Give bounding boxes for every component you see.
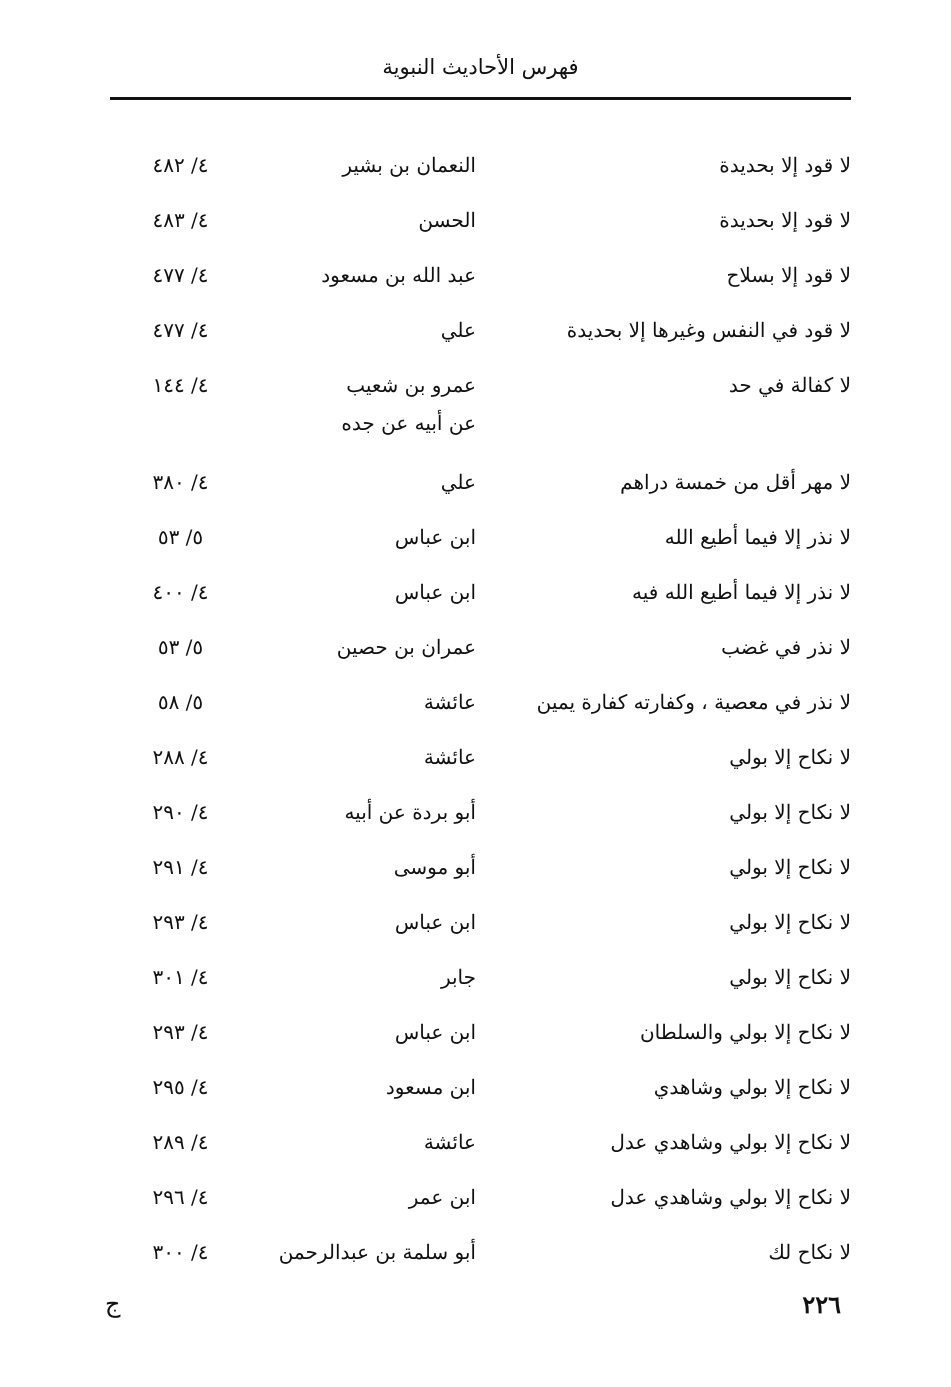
- narrator: أبو بردة عن أبيه: [344, 800, 476, 824]
- narrator: علي: [440, 318, 476, 342]
- narrator: عبد الله بن مسعود: [321, 263, 476, 287]
- narrator: ابن عباس: [394, 910, 476, 934]
- table-row: [110, 1117, 851, 1172]
- page-number: ٢٢٦: [802, 1290, 841, 1319]
- volume-page-reference: ٤/ ٣٠٠: [152, 1240, 209, 1264]
- table-row: [110, 1062, 851, 1117]
- hadith-index-table: [110, 140, 851, 1282]
- narrator-continuation: عن أبيه عن جده: [341, 411, 476, 435]
- volume-page-reference: ٤/ ٣٠١: [152, 965, 209, 989]
- narrator: ابن عباس: [394, 1020, 476, 1044]
- hadith-text: لا نكاح إلا بولي: [729, 855, 851, 879]
- volume-page-reference: ٤/ ٢٩٥: [152, 1075, 209, 1099]
- hadith-text: لا نكاح إلا بولي وشاهدي: [653, 1075, 851, 1099]
- hadith-text: لا قود إلا بحديدة: [719, 153, 851, 177]
- volume-page-reference: ٤/ ٤٧٧: [152, 263, 209, 287]
- hadith-text: لا نكاح إلا بولي: [729, 800, 851, 824]
- hadith-text: لا نذر إلا فيما أطيع الله: [664, 525, 851, 549]
- hadith-text: لا نكاح إلا بولي: [729, 965, 851, 989]
- table-row: [110, 842, 851, 897]
- narrator: عائشة: [423, 745, 476, 769]
- narrator: عائشة: [423, 690, 476, 714]
- hadith-text: لا نذر في غضب: [721, 635, 851, 659]
- narrator: عائشة: [423, 1130, 476, 1154]
- header-rule: [110, 97, 851, 100]
- narrator: أبو سلمة بن عبدالرحمن: [278, 1240, 476, 1264]
- volume-page-reference: ٤/ ٢٩٣: [152, 910, 209, 934]
- narrator: علي: [440, 470, 476, 494]
- table-row: [110, 360, 851, 457]
- table-row: [110, 897, 851, 952]
- volume-page-reference: ٤/ ٣٨٠: [152, 470, 209, 494]
- volume-page-reference: ٥/ ٥٣: [157, 635, 204, 659]
- hadith-text: لا نكاح لك: [768, 1240, 851, 1264]
- volume-page-reference: ٤/ ٢٩٠: [152, 800, 209, 824]
- hadith-text: لا نكاح إلا بولي وشاهدي عدل: [610, 1185, 851, 1209]
- hadith-text: لا كفالة في حد: [728, 373, 851, 397]
- hadith-text: لا نكاح إلا بولي والسلطان: [639, 1020, 851, 1044]
- volume-page-reference: ٤/ ٢٩٦: [152, 1185, 209, 1209]
- narrator: النعمان بن بشير: [342, 153, 476, 177]
- volume-page-reference: ٤/ ٤٨٢: [152, 153, 209, 177]
- hadith-text: لا نكاح إلا بولي وشاهدي عدل: [610, 1130, 851, 1154]
- hadith-text: لا قود في النفس وغيرها إلا بحديدة: [566, 318, 851, 342]
- table-row: [110, 305, 851, 360]
- volume-page-reference: ٤/ ٤٨٣: [152, 208, 209, 232]
- table-row: [110, 952, 851, 1007]
- hadith-text: لا قود إلا بحديدة: [719, 208, 851, 232]
- table-row: [110, 1172, 851, 1227]
- narrator: أبو موسى: [393, 855, 476, 879]
- volume-page-reference: ٤/ ٢٩٣: [152, 1020, 209, 1044]
- table-row: [110, 457, 851, 512]
- narrator: عمران بن حصين: [336, 635, 476, 659]
- page-header: فهرس الأحاديث النبوية: [382, 55, 579, 79]
- narrator: الحسن: [418, 208, 476, 232]
- table-row: [110, 195, 851, 250]
- narrator: ابن عباس: [394, 525, 476, 549]
- hadith-text: لا مهر أقل من خمسة دراهم: [620, 470, 851, 494]
- narrator: ابن عمر: [408, 1185, 476, 1209]
- hadith-text: لا نذر في معصية ، وكفارته كفارة يمين: [536, 690, 851, 714]
- volume-page-reference: ٤/ ٢٨٩: [152, 1130, 209, 1154]
- hadith-text: لا نكاح إلا بولي: [729, 745, 851, 769]
- hadith-text: لا قود إلا بسلاح: [726, 263, 851, 287]
- narrator: عمرو بن شعيب: [346, 373, 476, 397]
- table-row: [110, 732, 851, 787]
- volume-page-reference: ٤/ ٢٩١: [152, 855, 209, 879]
- signature-mark: ج: [105, 1290, 121, 1318]
- table-row: [110, 1227, 851, 1282]
- table-row: [110, 622, 851, 677]
- volume-page-reference: ٥/ ٥٣: [157, 525, 204, 549]
- volume-page-reference: ٥/ ٥٨: [157, 690, 204, 714]
- table-row: [110, 1007, 851, 1062]
- table-row: [110, 787, 851, 842]
- volume-page-reference: ٤/ ١٤٤: [152, 373, 209, 397]
- narrator: ابن مسعود: [385, 1075, 476, 1099]
- hadith-text: لا نذر إلا فيما أطيع الله فيه: [632, 580, 851, 604]
- narrator: ابن عباس: [394, 580, 476, 604]
- table-row: [110, 567, 851, 622]
- volume-page-reference: ٤/ ٤٧٧: [152, 318, 209, 342]
- table-row: [110, 250, 851, 305]
- hadith-text: لا نكاح إلا بولي: [729, 910, 851, 934]
- narrator: جابر: [440, 965, 476, 989]
- volume-page-reference: ٤/ ٤٠٠: [152, 580, 209, 604]
- table-row: [110, 677, 851, 732]
- table-row: [110, 140, 851, 195]
- table-row: [110, 512, 851, 567]
- volume-page-reference: ٤/ ٢٨٨: [152, 745, 209, 769]
